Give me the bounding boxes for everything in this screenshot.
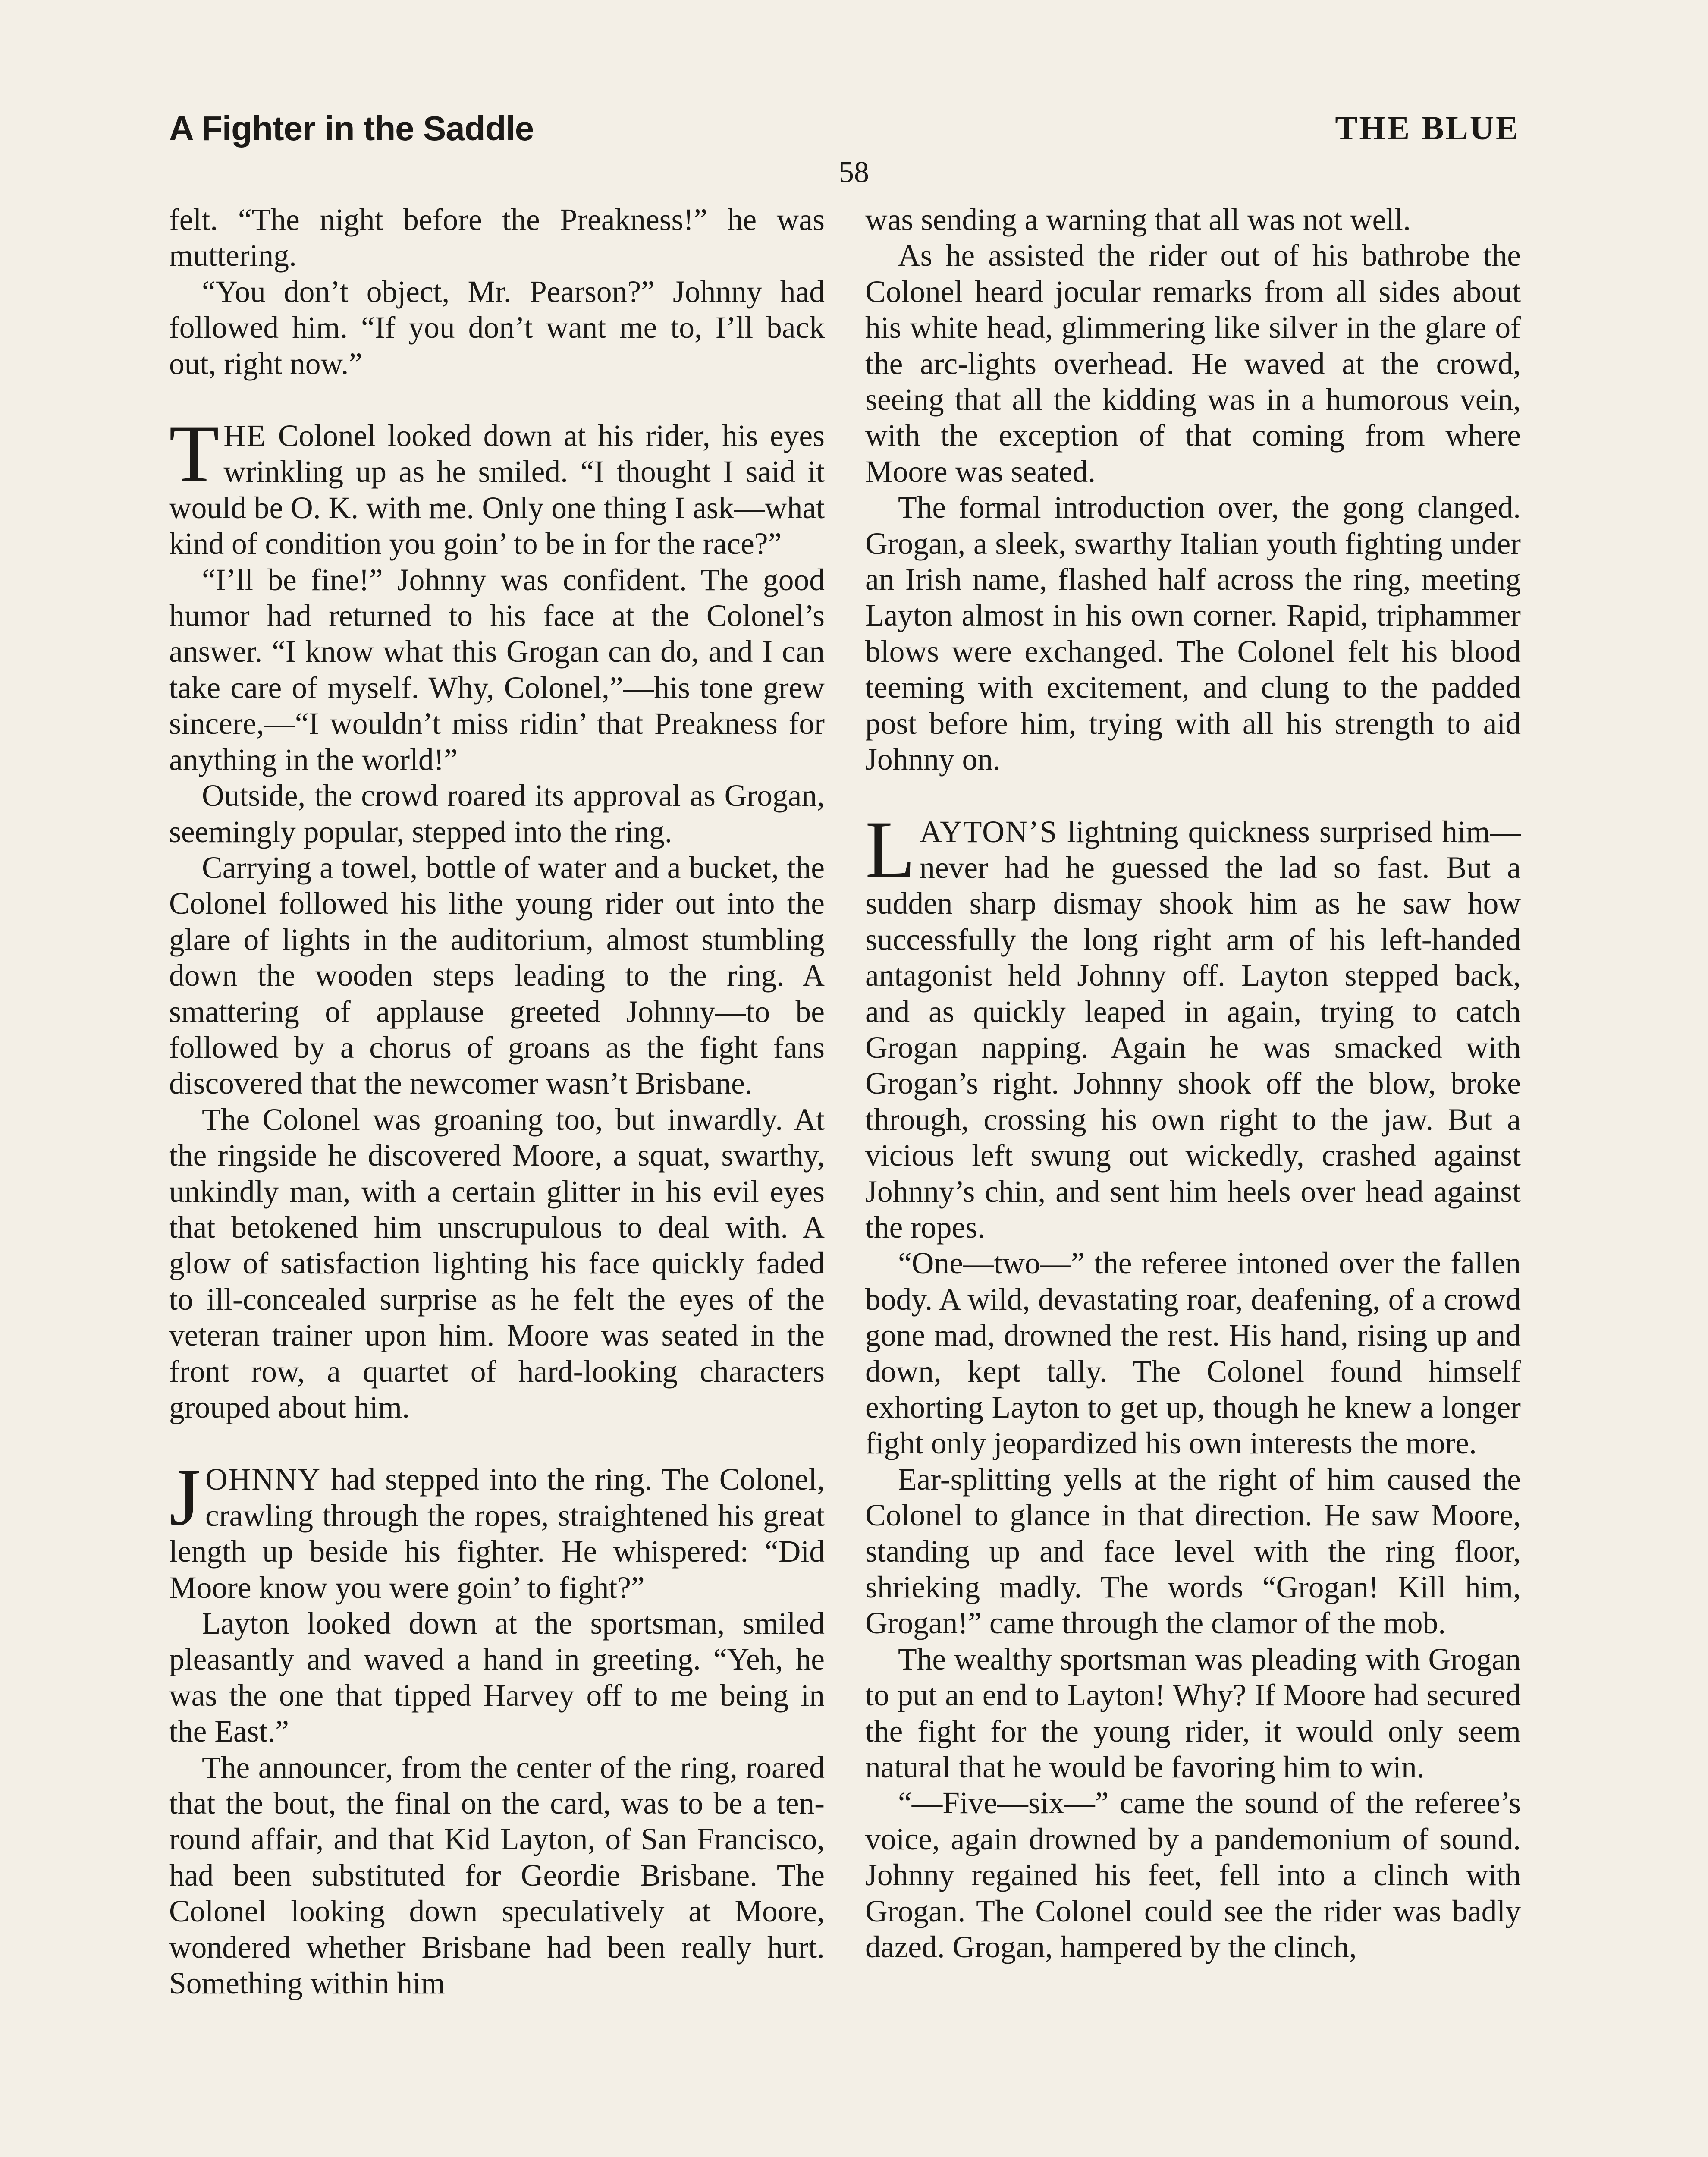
paragraph-text: Layton looked down at the sportsman, smiled pleasantly and waved a hand in greeting. “Yeh, he was the one that tipped Harvey off to me being in the East.”: [169, 1607, 825, 1749]
paragraph: [169, 562, 825, 778]
paragraph-text: Ear-splitting yells at the right of him caused the Colonel to glance in that direction. He saw Moore, standing up and face level with the ring floor, shrieking madly. The words “Grogan! Kill him, Grogan!” came through the clamor of the mob.: [865, 1462, 1521, 1641]
paragraph-text: lightning quickness surprised him—never had he guessed the lad so fast. But a sudden sharp dismay shook him as he saw how successfully the long right arm of his left-handed antagonist held Johnny off. Layton stepped back, and as quickly leaped in again, trying to catch Grogan napping. Again he was smacked with Grogan’s right. Johnny shook off the blow, broke through, crossing his own right to the jaw. But a vicious left swung out wickedly, crashed against Johnny’s chin, and sent him heels over head against the ropes.: [865, 814, 1521, 1245]
paragraph-text: “You don’t object, Mr. Pearson?” Johnny had followed him. “If you don’t want me to, I’ll back out, right now.”: [169, 274, 825, 381]
paragraph-text: felt. “The night before the Preakness!” he was muttering.: [169, 203, 825, 273]
paragraph-text: “—Five—six—” came the sound of the referee’s voice, again drowned by a pandemonium of sound. Johnny regained his feet, fell into a clinch with Grogan. The Colonel could see the rider was badly dazed. Grogan, hampered by the clinch,: [865, 1786, 1521, 1965]
page-number: 58: [839, 156, 869, 189]
paragraph: [865, 1462, 1521, 1641]
lead-caps: HE: [223, 419, 267, 453]
paragraph-text: The announcer, from the center of the ring, roared that the bout, the final on the card, was to be a ten-round affair, and that Kid Layton, of San Francisco, had been substituted for Geordie Brisbane. The Colonel looking down speculatively at Moore, wondered whether Brisbane had been really hurt. Something within him: [169, 1750, 825, 2001]
paragraph-text: “One—two—” the referee intoned over the fallen body. A wild, devastating roar, deafening, of a crowd gone mad, drowned the rest. His hand, rising up and down, kept tally. The Colonel found himself exhorting Layton to get up, though he knew a longer fight only jeopardized his own interests the more.: [865, 1246, 1521, 1461]
drop-cap: L: [865, 804, 916, 895]
paragraph: [169, 274, 825, 382]
paragraph: [865, 490, 1521, 777]
paragraph-text: As he assisted the rider out of his bathrobe the Colonel heard jocular remarks from all sides about his white head, glimmering like silver in the glare of the arc-lights overhead. He waved at the crowd, seeing that all the kidding was in a humorous vein, with the exception of that coming from where Moore was seated.: [865, 239, 1521, 489]
paragraph: [865, 1245, 1521, 1461]
paragraph: [865, 1641, 1521, 1786]
left-text-column: [169, 202, 825, 2002]
drop-cap: J: [169, 1452, 201, 1543]
paragraph: [169, 409, 825, 562]
paragraph: [169, 1606, 825, 1750]
paragraph: [169, 1750, 825, 2002]
paragraph: [169, 1102, 825, 1426]
lead-caps: AYTON’S: [920, 814, 1058, 849]
magazine-title: THE BLUE: [1335, 109, 1520, 147]
paragraph: [169, 1452, 825, 1606]
paragraph-text: Outside, the crowd roared its approval as Grogan, seemingly popular, stepped into the ring.: [169, 779, 825, 849]
paragraph: [169, 850, 825, 1102]
paragraph-text: Colonel looked down at his rider, his eyes wrinkling up as he smiled. “I thought I said it would be O. K. with me. Only one thing I ask—what kind of condition you goin’ to be in for the race?”: [169, 419, 825, 561]
right-text-column: [865, 202, 1521, 1965]
paragraph-text: was sending a warning that all was not well.: [865, 203, 1411, 237]
paragraph-text: The Colonel was groaning too, but inwardly. At the ringside he discovered Moore, a squat, swarthy, unkindly man, with a certain glitter in his evil eyes that betokened him unscrupulous to deal with. A glow of satisfaction lighting his face quickly faded to ill-concealed surprise as he felt the eyes of the veteran trainer upon him. Moore was seated in the front row, a quartet of hard-looking characters grouped about him.: [169, 1102, 825, 1424]
story-title: A Fighter in the Saddle: [169, 109, 534, 148]
paragraph-text: “I’ll be fine!” Johnny was confident. The good humor had returned to his face at the Colonel’s answer. “I know what this Grogan can do, and I can take care of myself. Why, Colonel,”—his tone grew sincere,—“I wouldn’t miss ridin’ that Preakness for anything in the world!”: [169, 563, 825, 777]
paragraph-text: had stepped into the ring. The Colonel, crawling through the ropes, straightened his great length up beside his fighter. He whispered: “Did Moore know you were goin’ to fight?”: [169, 1462, 825, 1605]
paragraph: [865, 238, 1521, 490]
paragraph: [169, 202, 825, 274]
paragraph: [865, 1785, 1521, 1965]
paragraph-text: The wealthy sportsman was pleading with Grogan to put an end to Layton! Why? If Moore had secured the fight for the young rider, it would only seem natural that he would be favoring him to win.: [865, 1642, 1521, 1785]
paragraph-text: The formal introduction over, the gong clanged. Grogan, a sleek, swarthy Italian youth fighting under an Irish name, flashed half across the ring, meeting Layton almost in his own corner. Rapid, triphammer blows were exchanged. The Colonel felt his blood teeming with excitement, and clung to the padded post before him, trying with all his strength to aid Johnny on.: [865, 491, 1521, 777]
paragraph: [865, 202, 1521, 238]
paragraph: [865, 804, 1521, 1246]
paragraph: [169, 778, 825, 850]
lead-caps: OHNNY: [205, 1462, 321, 1497]
drop-cap: T: [169, 409, 220, 500]
paragraph-text: Carrying a towel, bottle of water and a bucket, the Colonel followed his lithe young rider out into the glare of lights in the auditorium, almost stumbling down the wooden steps leading to the ring. A smattering of applause greeted Johnny—to be followed by a chorus of groans as the fight fans discovered that the newcomer wasn’t Brisbane.: [169, 850, 825, 1101]
